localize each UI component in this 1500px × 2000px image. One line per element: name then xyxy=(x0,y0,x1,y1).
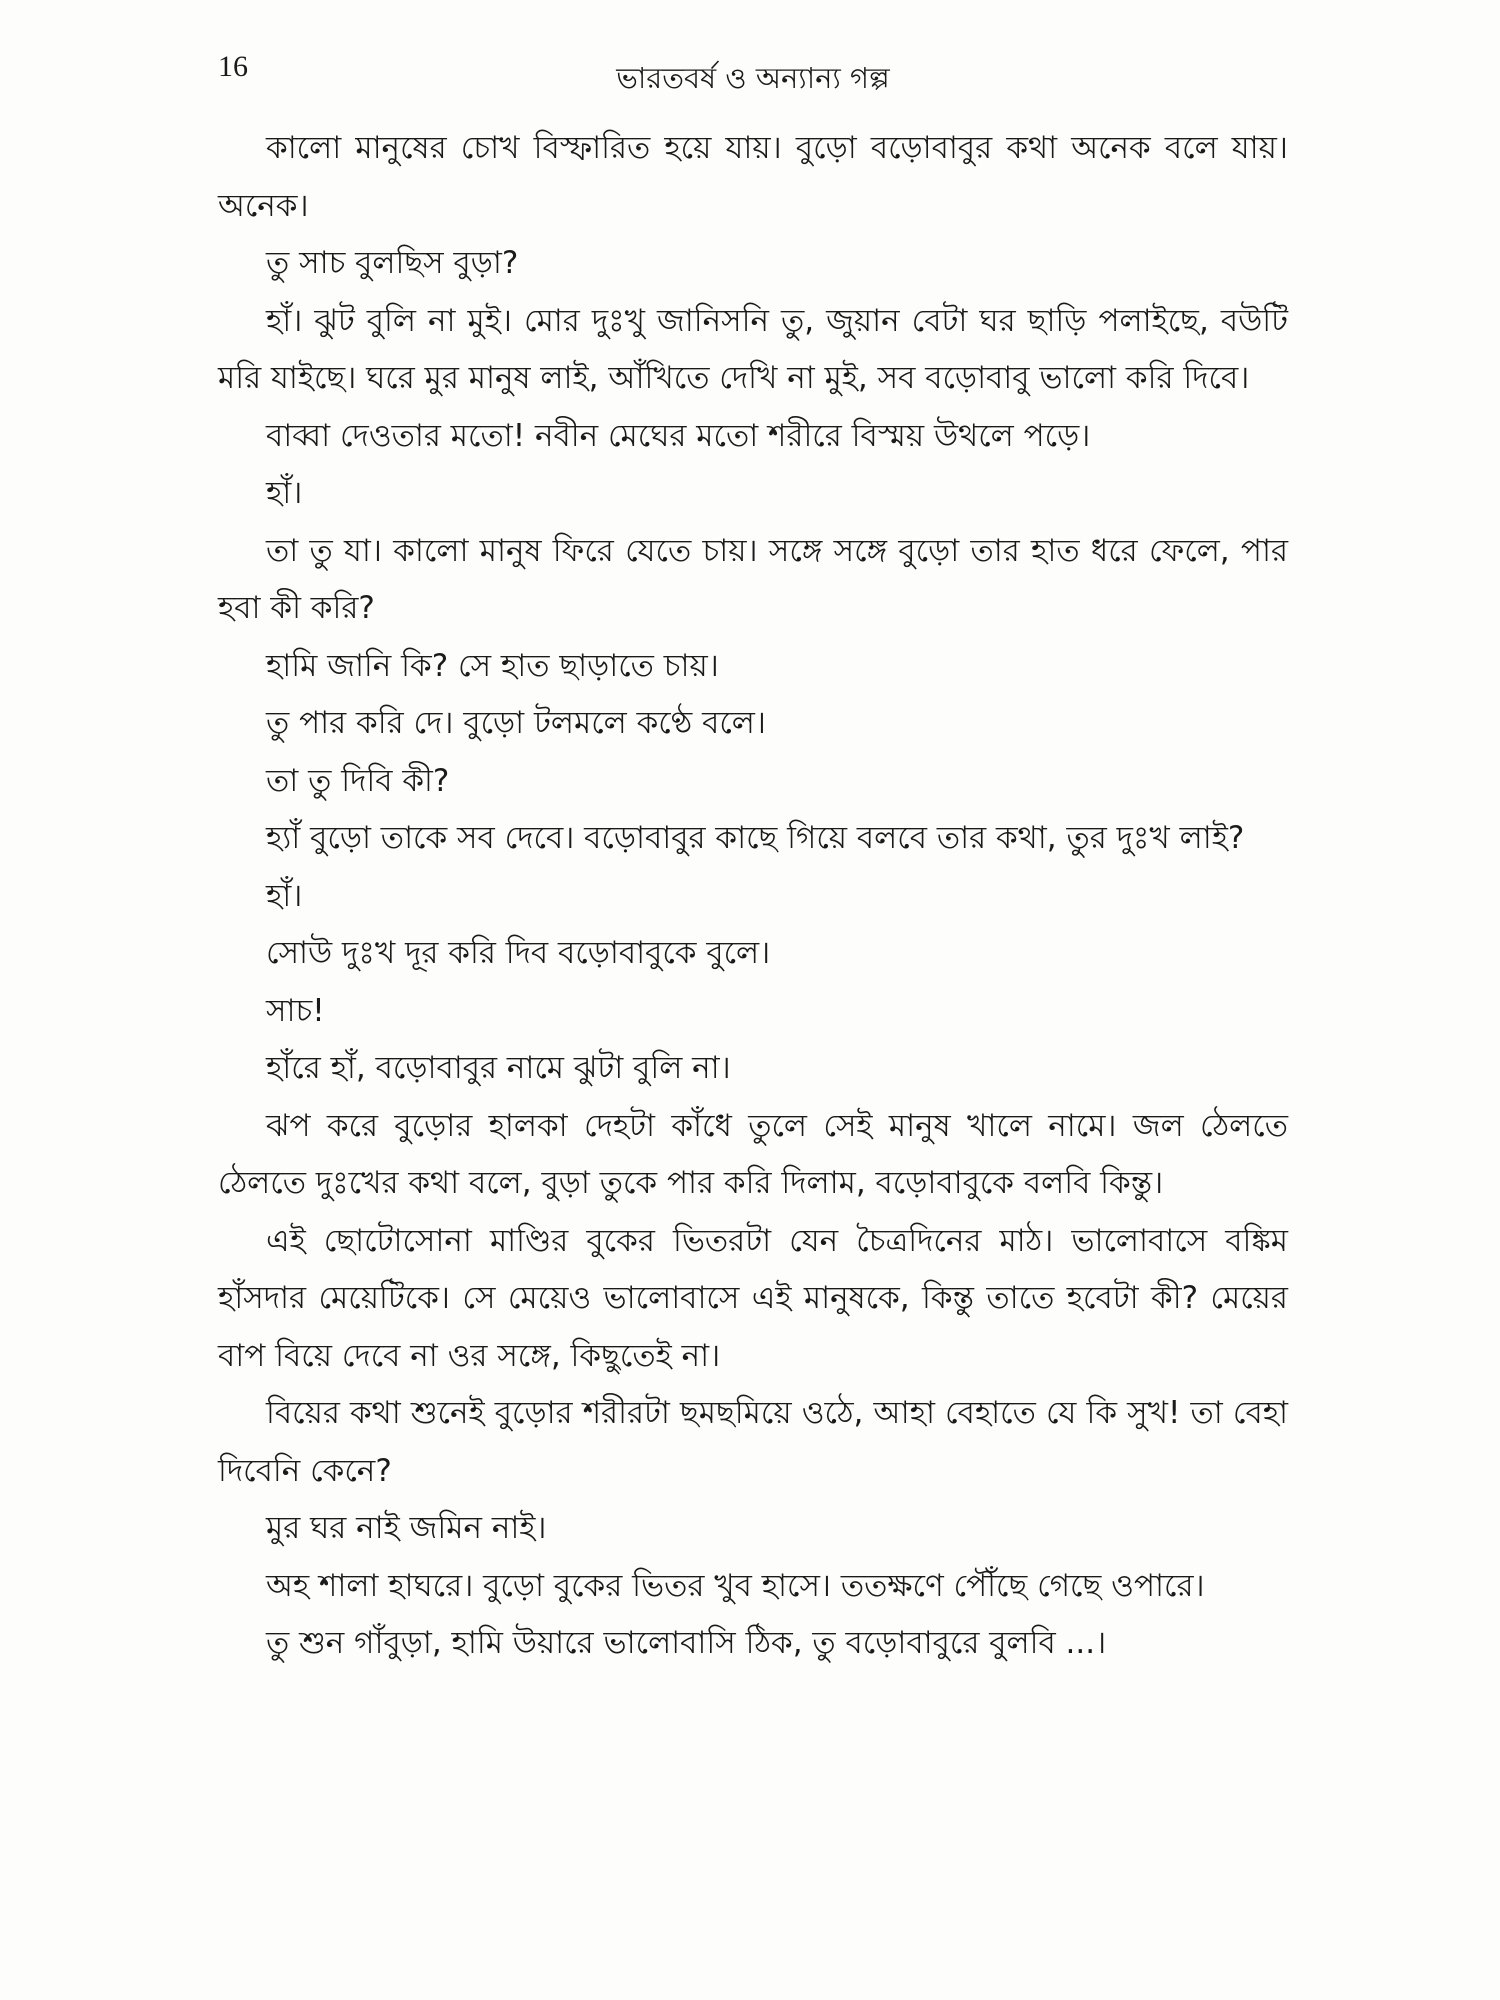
paragraph: তা তু যা। কালো মানুষ ফিরে যেতে চায়। সঙ্গে সঙ্গে বুড়ো তার হাত ধরে ফেলে, পার হবা কী করি? xyxy=(218,532,1288,626)
running-title: ভারতবর্ষ ও অন্যান্য গল্প xyxy=(616,61,890,95)
paragraph: সাচ! xyxy=(266,992,325,1029)
paragraph: তু পার করি দে। বুড়ো টলমলে কণ্ঠে বলে। xyxy=(266,705,766,741)
paragraph: হাঁ। xyxy=(266,475,303,511)
paragraph: তা তু দিবি কী? xyxy=(266,762,450,799)
page-number: 16 xyxy=(218,50,248,83)
paragraph: বাব্বা দেওতার মতো! নবীন মেঘের মতো শরীরে বিস্ময় উথলে পড়ে। xyxy=(266,417,1091,454)
paragraph: হাঁ। xyxy=(266,877,303,914)
page-body xyxy=(218,120,1288,1673)
paragraph: সোউ দুঃখ দূর করি দিব বড়োবাবুকে বুলে। xyxy=(266,935,771,971)
page-header xyxy=(218,42,1288,102)
paragraph: হ্যাঁ বুড়ো তাকে সব দেবে। বড়োবাবুর কাছে গিয়ে বলবে তার কথা, তুর দুঃখ লাই? xyxy=(266,820,1245,856)
paragraph: অহ শালা হাঘরে। বুড়ো বুকের ভিতর খুব হাসে। ততক্ষণে পৌঁছে গেছে ওপারে। xyxy=(266,1567,1205,1604)
paragraph: হাঁ। ঝুট বুলি না মুই। মোর দুঃখু জানিসনি তু, জুয়ান বেটা ঘর ছাড়ি পলাইছে, বউটি মরি যাইছে। ঘরে মুর মানুষ লাই, আঁখিতে দেখি না মুই, সব বড়োবাবু ভালো করি দিবে। xyxy=(218,302,1288,396)
paragraph: কালো মানুষের চোখ বিস্ফারিত হয়ে যায়। বুড়ো বড়োবাবুর কথা অনেক বলে যায়। অনেক। xyxy=(218,130,1288,224)
paragraph: ঝপ করে বুড়োর হালকা দেহটা কাঁধে তুলে সেই মানুষ খালে নামে। জল ঠেলতে ঠেলতে দুঃখের কথা বলে, বুড়া তুকে পার করি দিলাম, বড়োবাবুকে বলবি কিন্তু। xyxy=(218,1107,1288,1201)
paragraph: মুর ঘর নাই জমিন নাই। xyxy=(266,1510,547,1546)
paragraph: হাঁরে হাঁ, বড়োবাবুর নামে ঝুটা বুলি না। xyxy=(266,1050,731,1086)
paragraph: হামি জানি কি? সে হাত ছাড়াতে চায়। xyxy=(266,647,719,684)
paragraph: তু সাচ বুলছিস বুড়া? xyxy=(266,245,519,281)
paragraph: এই ছোটোসোনা মাণ্ডির বুকের ভিতরটা যেন চৈত্রদিনের মাঠ। ভালোবাসে বঙ্কিম হাঁসদার মেয়েটিকে। সে মেয়েও ভালোবাসে এই মানুষকে, কিন্তু তাতে হবেটা কী? মেয়ের বাপ বিয়ে দেবে না ওর সঙ্গে, কিছুতেই না। xyxy=(218,1222,1288,1374)
paragraph: বিয়ের কথা শুনেই বুড়োর শরীরটা ছমছমিয়ে ওঠে, আহা বেহাতে যে কি সুখ! তা বেহা দিবেনি কেনে? xyxy=(218,1395,1288,1489)
paragraph: তু শুন গাঁবুড়া, হামি উয়ারে ভালোবাসি ঠিক, তু বড়োবাবুরে বুলবি ...। xyxy=(266,1625,1107,1661)
